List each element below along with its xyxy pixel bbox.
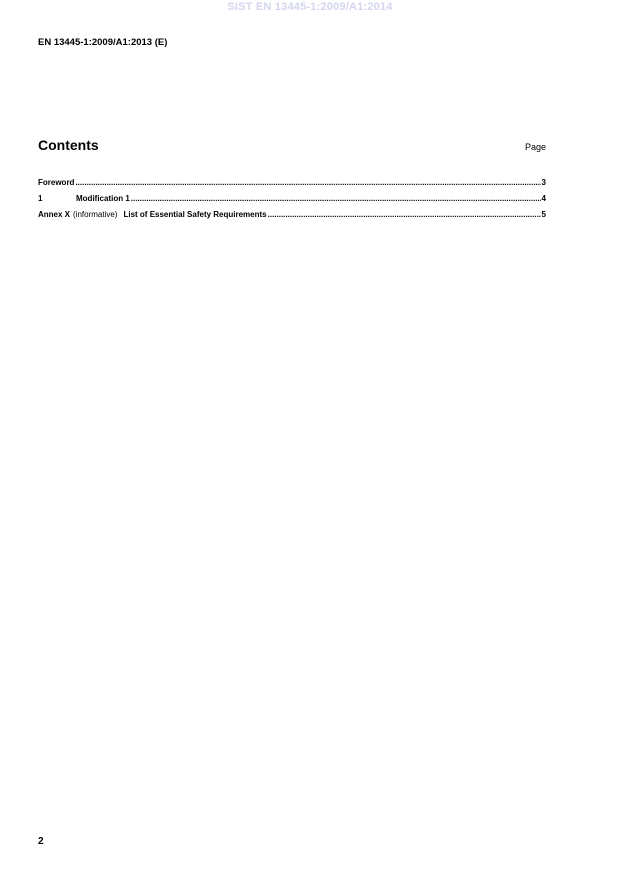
toc-entry-qualifier: (informative) (73, 210, 118, 219)
toc-entry-modification-1[interactable] (38, 194, 546, 210)
page-column-label: Page (524, 142, 546, 152)
toc-entry-foreword[interactable] (38, 178, 546, 194)
toc-entry-page: 4 (541, 194, 546, 203)
dot-leader (131, 194, 541, 203)
document-id: EN 13445-1:2009/A1:2013 (E) (38, 37, 168, 48)
toc-entry-prefix: Annex X (38, 210, 71, 219)
page-number: 2 (38, 836, 44, 847)
toc-entry-number: 1 (38, 194, 43, 203)
watermark: SIST EN 13445-1:2009/A1:2014 (227, 1, 393, 13)
toc-entry-title: Modification 1 (76, 194, 130, 203)
contents-title: Contents (38, 137, 99, 153)
toc-entry-annex-x[interactable] (38, 210, 546, 226)
toc-entry-page: 5 (541, 210, 546, 219)
toc-entry-title: List of Essential Safety Requirements (123, 210, 267, 219)
toc-entry-title: Foreword (38, 178, 75, 187)
table-of-contents (38, 178, 546, 226)
dot-leader (75, 178, 540, 187)
dot-leader (268, 210, 541, 219)
toc-entry-page: 3 (541, 178, 546, 187)
